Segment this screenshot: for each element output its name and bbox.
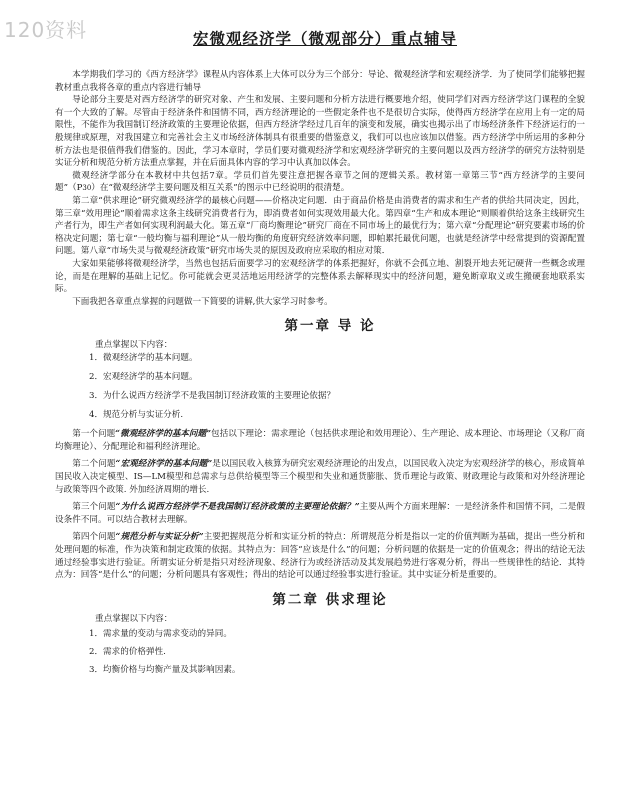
- chapter-1-question-2: 第二个问题“宏观经济学的基本问题”是以国民收入核算为研究宏观经济理论的出发点，以国民收入决定为宏观经济学的核心，形成简单国民收入决定模型、IS—LM模型和总需求与总供给模型等三个模型和失业和通货膨胀、货币理论与政策、财政理论与政策和对外经济理论与政策等四个政策. 外加经济周期的增长.: [55, 459, 585, 495]
- chapter-1-focus-label: 重点掌握以下内容：: [95, 340, 173, 351]
- chapter-2-focus-list: [89, 628, 585, 676]
- chapter-1-question-3: 第三个问题“为什么说西方经济学不是我国制订经济政策的主要理论依据？”主要从两个方面来理解：一是经济条件和国情不同，二是假设条件不同。可以结合教材去理解。: [55, 502, 585, 525]
- chapter-1-question-4: 第四个问题“规范分析与实证分析”主要把握规范分析和实证分析的特点：所谓规范分析是指以一定的价值判断为基础，提出一些分析和处理问题的标准，作为决策和制定政策的依据。其特点为：回答“应该是什么”的问题；分析问题的依据是一定的价值观念；得出的结论无法通过经验事实进行验证。所谓实证分析是指只对经济现象、经济行为或经济活动及其发展趋势进行客观分析，得出一些规律性的结论．其特点为：回答“是什么”的问题；分析问题具有客观性；得出的结论可以通过经验事实进行验证。其中实证分析是重要的。: [55, 532, 585, 581]
- chapter-2-title: 第二章 供求理论: [272, 591, 388, 608]
- list-item: 2．需求的价格弹性.: [89, 646, 166, 657]
- document-page: [55, 0, 585, 682]
- document-title: 宏微观经济学（微观部分）重点辅导: [192, 29, 457, 48]
- intro-paragraph-4: 第二章“供求理论”研究微观经济学的最核心问题——价格决定问题．由于商品价格是由消费者的需求和生产者的供给共同决定，因此，第三章“效用理论”顺着需求这条主线研究消费者行为，即消费者如何实现效用最大化。第四章“生产和成本理论”则顺着供给这条主线研究生产者行为，即生产者如何实现利润最大化。第五章“厂商均衡理论”研究厂商在不同市场上的最优行为；第六章“分配理论”研究要素市场的价格决定问题；第七章“一般均衡与福利理论”从一般均衡的角度研究经济效率问题，即帕累托最优问题，也就是经济学中经常提到的资源配置问题。第八章“市场失灵与微观经济政策”研究市场失灵的原因及政府应采取的相应对策．: [55, 195, 585, 257]
- list-item: 3．为什么说西方经济学不是我国制订经济政策的主要理论依据？: [89, 391, 336, 402]
- intro-paragraph-6: 下面我把各章重点掌握的问题做一下简要的讲解,供大家学习时参考。: [72, 296, 333, 307]
- chapter-1-focus-list: [89, 352, 585, 421]
- chapter-1-title: 第一章 导 论: [284, 318, 376, 335]
- intro-paragraph-1: 本学期我们学习的《西方经济学》课程从内容体系上大体可以分为三个部分：导论、微观经济学和宏观经济学．为了使同学们能够把握教材重点我将各章的重点内容进行辅导: [55, 70, 585, 93]
- intro-paragraph-5: 大家如果能够将微观经济学，当然也包括后面要学习的宏观经济学的体系把握好，你就不会孤立地、割裂开地去死记硬背一些概念或理论，而是在理解的基础上记忆。你可能就会更灵活地运用经济学的完整体系去解释现实中的经济问题，避免断章取义或生搬硬套地联系实际。: [55, 258, 585, 295]
- intro-paragraph-3: 微观经济学部分在本教材中共包括7章。学员们首先要注意把握各章节之间的逻辑关系。教材第一章第三节“西方经济学的主要问题”（P30）在“微观经济学主要问题及相互关系”的图示中已经说明的很清楚。: [55, 170, 585, 194]
- chapter-1-question-1: 第一个问题“微观经济学的基本问题”包括以下理论：需求理论（包括供求理论和效用理论）、生产理论、成本理论、市场理论（又称厂商均衡理论）、分配理论和福利经济理论。: [55, 429, 585, 452]
- intro-paragraph-2: 导论部分主要是对西方经济学的研究对象、产生和发展、主要问题和分析方法进行概要地介绍，使同学们对西方经济学这门课程的全貌有一个大致的了解。尽管由于经济条件和国情不同，西方经济理论的一些假定条件也不是很切合实际，使得西方经济学在应用上有一定的局限性，不能作为我国制订经济政策的主要理论依据，但西方经济学经过几百年的演变和发展，确实也揭示出了市场经济条件下经济运行的一般规律或原理，对我国建立和完善社会主义市场经济体制具有很重要的借鉴意义，我们可以也应该加以借鉴。西方经济学中所运用的多种分析方法也是很值得我们借鉴的。因此，学习本章时，学员们要对微观经济学和宏观经济学研究的主要问题以及西方经济学的研究方法特别是实证分析和规范分析方法重点掌握，并在后面具体内容的学习中认真加以体会。: [55, 95, 585, 169]
- watermark: 120资料: [4, 18, 88, 42]
- list-item: 1．微观经济学的基本问题。: [89, 353, 198, 364]
- list-item: 2．宏观经济学的基本问题。: [89, 372, 198, 383]
- list-item: 3．均衡价格与均衡产量及其影响因素。: [89, 664, 241, 675]
- list-item: 1．需求量的变动与需求变动的异同。: [89, 628, 232, 639]
- list-item: 4．规范分析与实证分析.: [89, 410, 184, 421]
- chapter-2-focus-label: 重点掌握以下内容：: [95, 613, 173, 624]
